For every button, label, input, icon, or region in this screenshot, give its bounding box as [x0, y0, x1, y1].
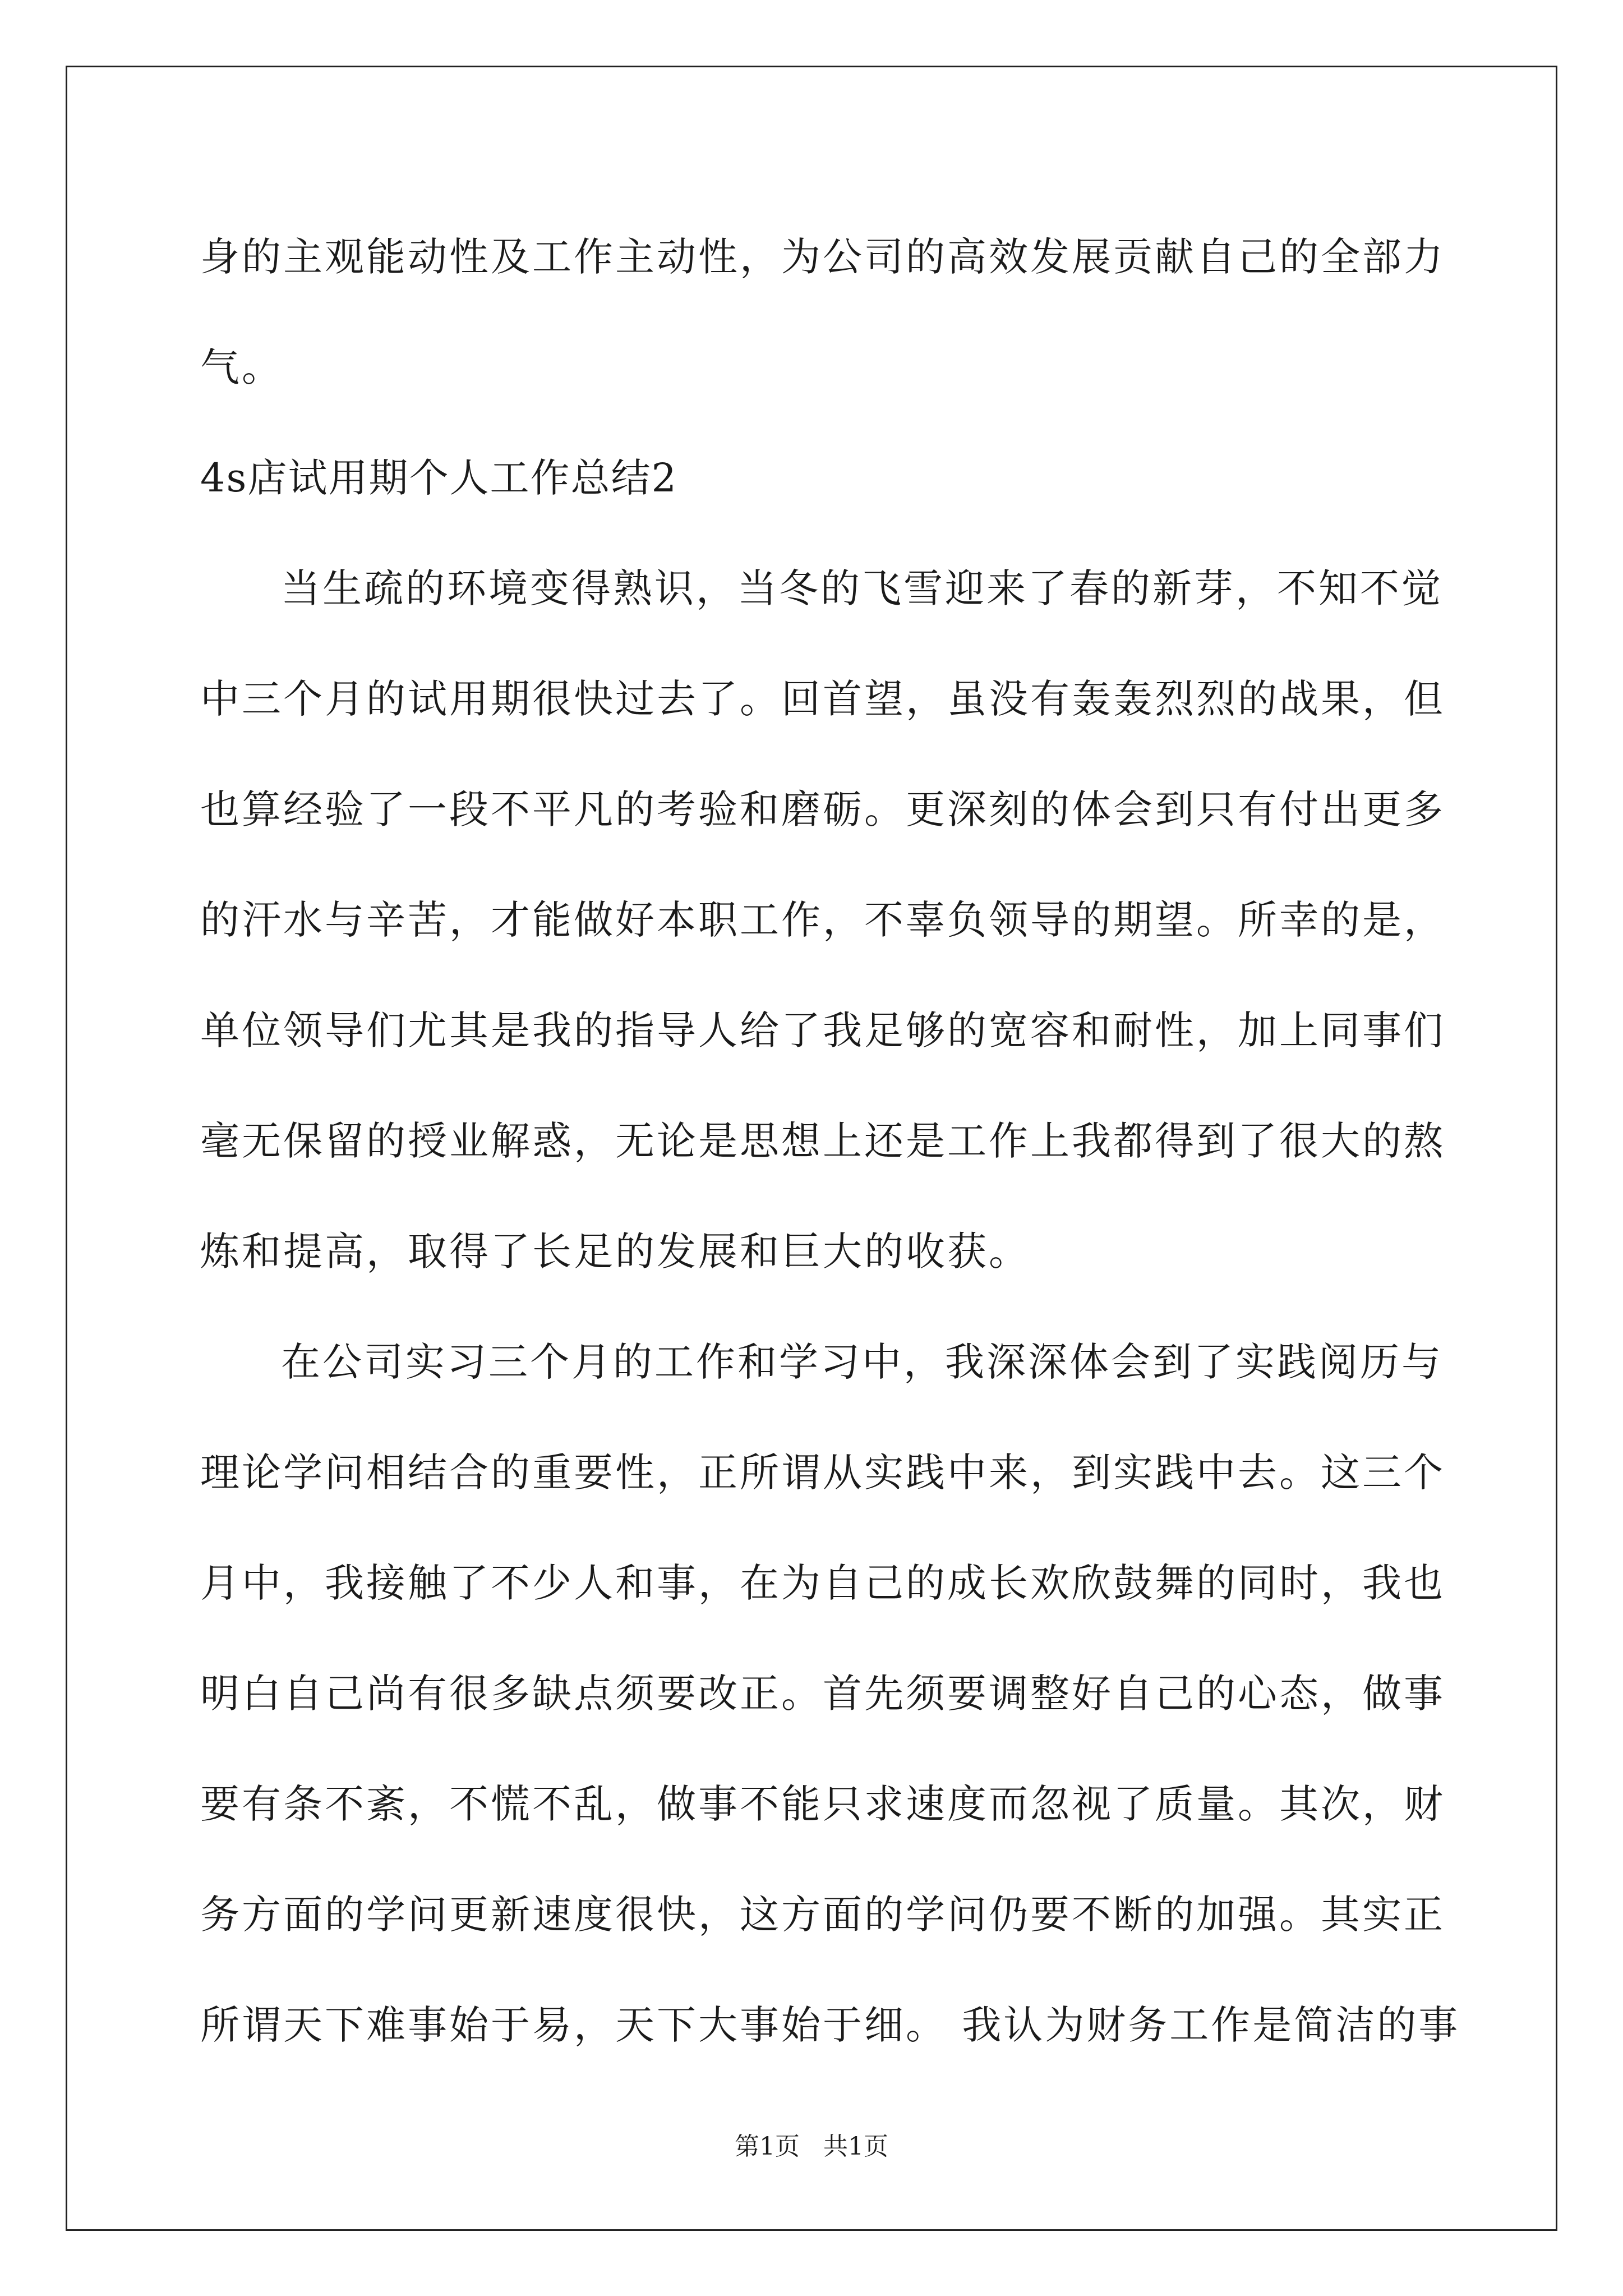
paragraph-line: 明白自己尚有很多缺点须要改正。首先须要调整好自己的心态，做事: [200, 1671, 1445, 1717]
paragraph-line: 中三个月的试用期很快过去了。回首望，虽没有轰轰烈烈的战果，但: [200, 676, 1445, 722]
paragraph-line: 要有条不紊，不慌不乱，做事不能只求速度而忽视了质量。其次，财: [200, 1781, 1445, 1827]
page-number: 第1页 共1页: [735, 2132, 888, 2161]
paragraph-line: 当生疏的环境变得熟识，当冬的飞雪迎来了春的新芽，不知不觉: [281, 565, 1443, 611]
paragraph-line: 也算经验了一段不平凡的考验和磨砺。更深刻的体会到只有付出更多: [200, 786, 1445, 832]
paragraph-line: 理论学问相结合的重要性，正所谓从实践中来，到实践中去。这三个: [200, 1450, 1445, 1496]
paragraph-line: 月中，我接触了不少人和事，在为自己的成长欢欣鼓舞的同时，我也: [200, 1560, 1445, 1606]
text-line: 气。: [200, 344, 283, 390]
paragraph-line: 在公司实习三个月的工作和学习中，我深深体会到了实践阅历与: [281, 1339, 1443, 1385]
text-line: 身的主观能动性及工作主动性，为公司的高效发展贡献自己的全部力: [200, 234, 1445, 280]
paragraph-line: 毫无保留的授业解惑，无论是思想上还是工作上我都得到了很大的熬: [200, 1118, 1445, 1164]
paragraph-line: 所谓天下难事始于易，天下大事始于细。 我认为财务工作是简洁的事: [200, 2002, 1460, 2048]
paragraph-line: 务方面的学问更新速度很快，这方面的学问仍要不断的加强。其实正: [200, 1892, 1445, 1938]
section-heading: 4s店试用期个人工作总结2: [200, 455, 677, 501]
paragraph-line: 单位领导们尤其是我的指导人给了我足够的宽容和耐性，加上同事们: [200, 1007, 1445, 1053]
document-body: [200, 202, 1460, 2081]
paragraph-line: 炼和提高，取得了长足的发展和巨大的收获。: [200, 1228, 1030, 1274]
paragraph-line: 的汗水与辛苦，才能做好本职工作，不辜负领导的期望。所幸的是，: [200, 897, 1445, 943]
